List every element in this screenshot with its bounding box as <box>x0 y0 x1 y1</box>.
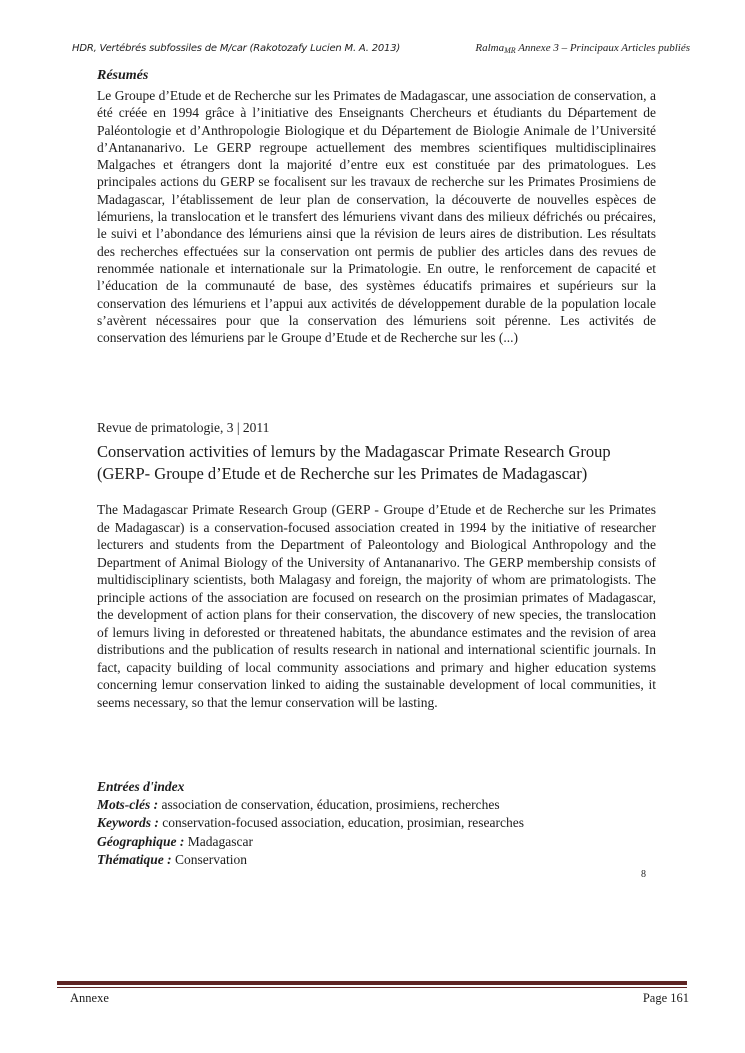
header-left-title: HDR, Vertébrés subfossiles de M/car (Rakotozafy Lucien M. A. 2013) <box>72 43 401 54</box>
index-entry-text: conservation-focused association, education, prosimian, researches <box>158 815 524 831</box>
index-entry-thematique <box>97 851 656 869</box>
header-right-subscript: MR <box>504 46 516 55</box>
header-right-rest: Annexe 3 – Principaux Articles publiés <box>515 42 690 54</box>
resume-heading: Résumés <box>97 68 149 83</box>
index-entry-text: association de conservation, éducation, prosimiens, recherches <box>158 797 500 812</box>
abstract-paragraph: The Madagascar Primate Research Group (GERP - Groupe d’Etude et de Recherche sur les Primates de Madagascar) is a conservation-focused association created in 1994 by the initiative of researcher lecturers and students from the Department of Paleontology and Biological Anthropology and the Department of Animal Biology of the University of Antananarivo. The GERP membership consists of multidisciplinary scientists, both Malagasy and foreign, the majority of whom are primatologists. The principle actions of the association are focused on research on the prosimian primates of Madagascar, the development of action plans for their conservation, the discovery of new species, the translocation of lemurs living in deforested or threatened habitats, the abundance estimates and the revision of area distributions and the publication of results research in national and international scientific journals. In fact, capacity building of local community associations and primary and higher education systems concerning lemur conservation linked to aiding the sustainable development of local communities, it seems necessary, so that the lemur conservation will be lasting. <box>97 502 656 710</box>
index-entry-label: Thématique : <box>97 851 172 867</box>
journal-reference: Revue de primatologie, 3 | 2011 <box>97 420 270 435</box>
index-entry-text: Madagascar <box>184 833 253 849</box>
page-footer <box>70 991 689 1006</box>
running-header <box>72 42 690 55</box>
inner-page-number: 8 <box>641 869 646 880</box>
article-head-section <box>97 419 656 486</box>
resume-paragraph: Le Groupe d’Etude et de Recherche sur les Primates de Madagascar, une association de conservation, a été créée en 1994 grâce à l’initiative des Enseignants Chercheurs et étudiants du Département de Paléontologie et d’Anthropologie Biologique et du Département de Biologie Animale de l’Université d’Antananarivo. Le GERP regroupe actuellement des membres scientifiques multidisciplinaires Malgaches et étrangers dont la majorité d’entre eux est constituée par des primatologues. Les principales actions du GERP se focalisent sur les travaux de recherche sur les Primates Prosimiens de Madagascar, l’établissement de leur plan de conservation, la découverte de nouvelles espèces de lémuriens, la translocation et le transfert des lémuriens vivant dans des milieux défrichés ou précaires, le suivi et l’abondance des lémuriens ainsi que la révision de leurs aires de distribution. Les résultats des recherches effectuées sur la conservation ont permis de publier des articles dans des revues de renommée nationale et internationale sur la Primatologie. En outre, le renforcement de capacité et l’éducation de la communauté de base, des systèmes éducatifs primaires et supérieurs sur la conservation des lémuriens et l’appui aux activités de développement durable de la population locale s’avèrent nécessaires pour que la conservation des lémuriens soit pérenne. Les activités de conservation des lémuriens par le Groupe d’Etude et de Recherche sur les (...) <box>97 88 656 346</box>
article-title: Conservation activities of lemurs by the Madagascar Primate Research Group (GERP- Groupe d’Etude et de Recherche sur les Primates de Madagascar) <box>97 442 611 484</box>
index-entry-geographique <box>97 833 656 851</box>
index-heading: Entrées d'index <box>97 779 185 794</box>
index-entry-label: Mots-clés : <box>97 797 159 812</box>
header-right-title <box>475 42 690 55</box>
header-right-name: Ralma <box>475 42 505 54</box>
footer-left-label: Annexe <box>70 991 109 1005</box>
index-entry-label: Keywords : <box>97 815 159 831</box>
footer-page-number: Page 161 <box>642 991 689 1005</box>
footer-rule <box>57 981 687 988</box>
resume-section <box>97 68 656 346</box>
index-section <box>97 778 656 869</box>
abstract-section <box>97 501 656 711</box>
index-entry-label: Géographique : <box>97 833 185 849</box>
index-entry-text: Conservation <box>171 851 247 867</box>
index-entry-keywords <box>97 814 656 832</box>
index-entry-motscles <box>97 796 656 814</box>
